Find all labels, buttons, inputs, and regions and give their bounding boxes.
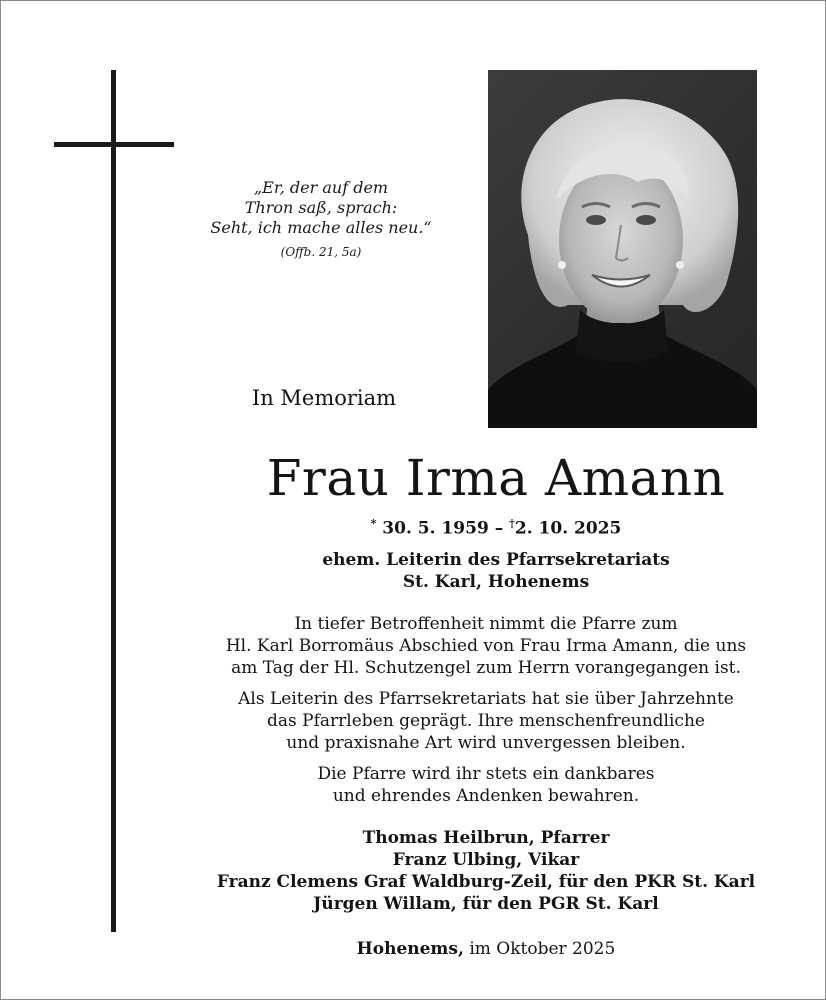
quote-line: Thron saß, sprach: (244, 198, 398, 217)
paragraph-line: das Pfarrleben geprägt. Ihre menschenfreundliche (267, 711, 705, 731)
paragraph-line: am Tag der Hl. Schutzengel zum Herrn vorangegangen ist. (231, 658, 741, 678)
birth-symbol: * (370, 517, 377, 530)
place-month: im Oktober 2025 (469, 939, 616, 959)
portrait-photo (488, 70, 757, 428)
quote-reference: (Offb. 21, 5a) (280, 245, 362, 259)
place-city: Hohenems, (356, 939, 464, 959)
paragraph-line: und praxisnahe Art wird unvergessen bleiben. (286, 733, 686, 753)
paragraph-line: In tiefer Betroffenheit nimmt die Pfarre zum (294, 614, 678, 634)
paragraph (141, 613, 826, 679)
quote-line: Seht, ich mache alles neu.“ (210, 218, 432, 237)
signer: Franz Ulbing, Vikar (392, 850, 580, 870)
birth-date: 30. 5. 1959 (382, 518, 489, 539)
signer: Jürgen Willam, für den PGR St. Karl (313, 894, 659, 914)
paragraph-line: und ehrendes Andenken bewahren. (332, 786, 640, 806)
role-line: St. Karl, Hohenems (402, 572, 590, 592)
paragraph-line: Die Pfarre wird ihr stets ein dankbares (317, 764, 655, 784)
paragraph (141, 688, 826, 754)
death-date: 2. 10. 2025 (514, 518, 622, 539)
cross-icon (111, 70, 116, 932)
place-date (141, 938, 826, 960)
paragraph-line: Hl. Karl Borromäus Abschied von Frau Irma Amann, die uns (225, 636, 747, 656)
cross-icon-bar (54, 142, 174, 147)
signer: Thomas Heilbrun, Pfarrer (362, 828, 610, 848)
paragraph (141, 763, 826, 807)
signatories (141, 827, 826, 915)
in-memoriam-label: In Memoriam (251, 386, 397, 410)
role-description (161, 549, 826, 593)
signer: Franz Clemens Graf Waldburg-Zeil, für den PKR St. Karl (216, 872, 756, 892)
dates-separator: – (494, 518, 504, 539)
paragraph-line: Als Leiterin des Pfarrsekretariats hat sie über Jahrzehnte (238, 689, 734, 709)
role-line: ehem. Leiterin des Pfarrsekretariats (322, 550, 670, 570)
bible-quote (201, 178, 441, 260)
life-dates (161, 513, 826, 540)
quote-line: „Er, der auf dem (253, 178, 389, 197)
portrait-photo-icon (488, 70, 757, 428)
death-symbol: † (509, 517, 515, 530)
deceased-name: Frau Irma Amann (266, 449, 726, 507)
